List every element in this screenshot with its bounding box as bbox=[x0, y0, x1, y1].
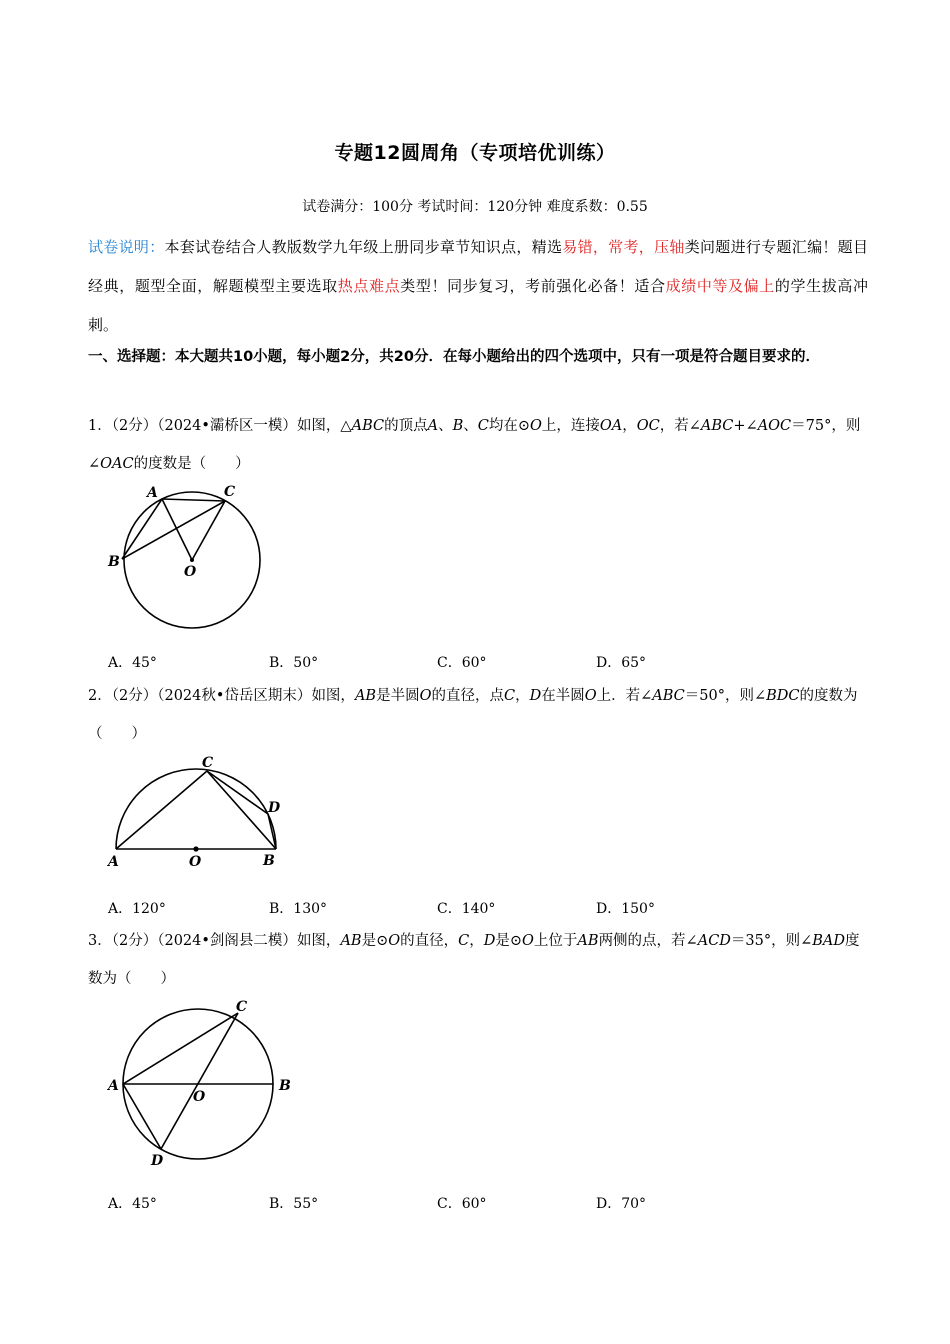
option-c[interactable]: C．60° bbox=[437, 655, 487, 671]
option-a[interactable]: A．45° bbox=[108, 655, 157, 671]
highlight-text: 易错，常考，压轴 bbox=[562, 238, 685, 256]
label-a: A bbox=[108, 854, 119, 870]
description-label: 试卷说明： bbox=[88, 238, 165, 256]
label-c: C bbox=[224, 484, 236, 500]
label-d: D bbox=[151, 1153, 164, 1169]
exam-meta: 试卷满分：100分 考试时间：120分钟 难度系数：0.55 bbox=[302, 199, 648, 215]
option-d[interactable]: D．150° bbox=[596, 901, 655, 917]
label-b: B bbox=[279, 1078, 291, 1094]
question-3-options bbox=[108, 1193, 808, 1213]
option-c[interactable]: C．60° bbox=[437, 1196, 487, 1212]
highlight-text: 热点难点 bbox=[337, 277, 401, 295]
option-b[interactable]: B．55° bbox=[269, 1196, 319, 1212]
label-b: B bbox=[108, 554, 120, 570]
label-o: O bbox=[184, 564, 197, 580]
highlight-text: 成绩中等及偏上 bbox=[665, 277, 775, 295]
option-d[interactable]: D．65° bbox=[596, 655, 647, 671]
label-d: D bbox=[268, 800, 281, 816]
question-3-figure bbox=[100, 992, 300, 1172]
option-b[interactable]: B．50° bbox=[269, 655, 319, 671]
question-1-options bbox=[108, 652, 808, 672]
label-o: O bbox=[189, 854, 202, 870]
question-1-figure bbox=[100, 478, 270, 638]
label-o: O bbox=[193, 1089, 206, 1105]
label-b: B bbox=[263, 853, 275, 869]
option-a[interactable]: A．45° bbox=[108, 1196, 157, 1212]
option-d[interactable]: D．70° bbox=[596, 1196, 647, 1212]
option-c[interactable]: C．140° bbox=[437, 901, 496, 917]
question-2-figure bbox=[100, 752, 290, 877]
question-3-text: 3．（2分）（2024•剑阁县二模）如图，AB是⊙O的直径，C，D是⊙O上位于AB两侧的点，若∠ACD＝35°，则∠BAD度数为（ ） bbox=[88, 933, 860, 987]
section-heading: 一、选择题：本大题共10小题，每小题2分，共20分．在每小题给出的四个选项中，只有一项是符合题目要求的． bbox=[88, 349, 820, 365]
label-c: C bbox=[236, 999, 248, 1015]
question-2-text: 2．（2分）（2024秋•岱岳区期末）如图，AB是半圆O的直径，点C，D在半圆O上．若∠ABC＝50°，则∠BDC的度数为（ ） bbox=[88, 688, 858, 742]
label-a: A bbox=[108, 1078, 119, 1094]
question-2-options bbox=[108, 898, 808, 918]
question-1-text: 1．（2分）（2024•灞桥区一模）如图，△ABC的顶点A、B、C均在⊙O上，连接OA，OC，若∠ABC+∠AOC＝75°，则∠OAC的度数是（ ） bbox=[88, 418, 861, 472]
exam-description: 试卷说明：本套试卷结合人教版数学九年级上册同步章节知识点，精选易错，常考，压轴类问题进行专题汇编！题目经典，题型全面，解题模型主要选取热点难点类型！同步复习，考前强化必备！适合成绩中等及偏上的学生拔高冲刺。 bbox=[88, 238, 868, 334]
option-a[interactable]: A．120° bbox=[108, 901, 166, 917]
label-a: A bbox=[147, 485, 158, 501]
page-title: 专题12圆周角（专项培优训练） bbox=[334, 142, 616, 164]
label-c: C bbox=[202, 755, 214, 771]
option-b[interactable]: B．130° bbox=[269, 901, 328, 917]
